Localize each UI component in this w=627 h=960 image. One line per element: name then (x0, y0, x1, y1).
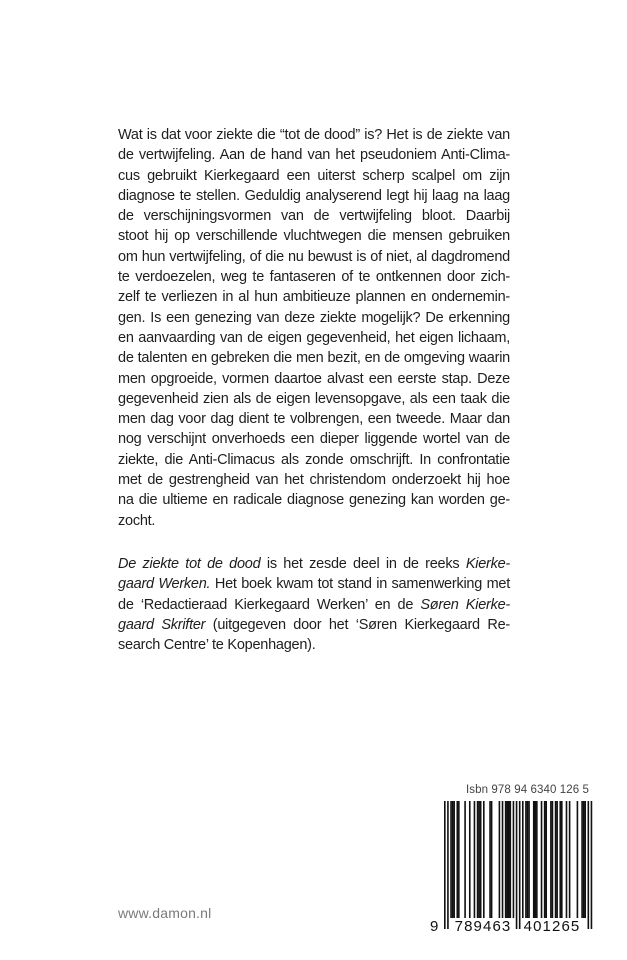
barcode-bar (478, 801, 480, 918)
text-line: te verdoezelen, weg te fantaseren of te ontkennen door zich- (118, 269, 510, 286)
text-line: met de gestrengheid van het christendom onderzoekt hij hoe (118, 472, 510, 489)
barcode-digits (430, 918, 595, 934)
barcode-bar (480, 801, 482, 918)
text-line: cus gebruikt Kierkegaard een uiterst scherp scalpel om zijn (118, 167, 510, 184)
text-line: gegevenheid zien als de eigen levensopgave, als een taak die (118, 390, 510, 407)
text-line: ziekte, die Anti-Climacus als zonde omschrijft. In confrontatie (118, 451, 510, 468)
barcode-bar (588, 801, 590, 929)
publisher-website: www.damon.nl (118, 905, 212, 921)
barcode-first-digit: 9 (430, 918, 439, 935)
text-line: zocht. (118, 512, 156, 529)
barcode-bar (506, 801, 508, 918)
barcode-bar (519, 801, 521, 929)
text-fragment: (uitgegeven door het ‘Søren Kierkegaard Re- (205, 616, 510, 633)
isbn-label: Isbn 978 94 6340 126 5 (466, 784, 590, 796)
barcode-bar (566, 801, 568, 918)
barcode-bar (550, 801, 552, 918)
text-line: nog verschijnt onverhoeds een dieper liggende wortel van de (118, 431, 510, 448)
barcode-bar (527, 801, 529, 918)
barcode-bar (541, 801, 543, 918)
barcode-bar (458, 801, 460, 918)
barcode-bar (533, 801, 535, 918)
text-line: men opgroeide, vormen daartoe alvast een eerste stap. Deze (118, 370, 510, 387)
barcode-bar (536, 801, 538, 918)
text-line: men dag voor dag dient te volbrengen, een tweede. Maar dan (118, 411, 510, 428)
barcode-bar (453, 801, 455, 918)
text-line: na die ultieme en radicale diagnose genezing kan worden ge- (118, 492, 510, 509)
series-title: De ziekte tot de dood (118, 555, 261, 572)
isbn-barcode (430, 801, 595, 935)
blurb-paragraph-1 (118, 125, 510, 531)
text-line: om hun vertwijfeling, of die nu bewust is of niet, al dagdromend (118, 248, 510, 265)
text-line: gen. Is een genezing van deze ziekte mogelijk? De erkenning (118, 309, 510, 326)
barcode-bar (469, 801, 471, 918)
barcode-group-1: 789463 (454, 918, 512, 935)
series-name: Kierke- (465, 555, 510, 572)
barcode-bar (483, 801, 485, 918)
barcode-bar (561, 801, 563, 918)
text-fragment: Het boek kwam tot stand in samenwerking met (210, 576, 510, 593)
text-line (118, 554, 510, 574)
barcode-bar (552, 801, 554, 918)
barcode-bar (513, 801, 515, 918)
barcode-bar (544, 801, 546, 918)
barcode-bar (489, 801, 491, 918)
barcode-group-2: 401265 (523, 918, 581, 935)
barcode-bar (477, 801, 479, 918)
text-line: Wat is dat voor ziekte die “tot de dood” is? Het is de ziekte van (118, 127, 510, 143)
barcode-bar (456, 801, 458, 918)
barcode-bar (545, 801, 547, 918)
barcode-bar (577, 801, 579, 918)
barcode-bar (450, 801, 452, 918)
text-line: en aanvaarding van de eigen gegevenheid, het eigen lichaam, (118, 329, 510, 346)
barcode-bar (499, 801, 501, 918)
barcode-bar (591, 801, 593, 929)
barcode-bar (508, 801, 510, 918)
barcode-bar (581, 801, 583, 918)
text-line: de vertwijfeling. Aan de hand van het pseudoniem Anti-Clima- (118, 147, 510, 164)
barcode-bar (528, 801, 530, 918)
barcode-bar (534, 801, 536, 918)
text-fragment: de ‘Redactieraad Kierkegaard Werken’ en de (118, 596, 421, 613)
text-line: zelf te verliezen in al hun ambitieuze plannen en ondernemin- (118, 289, 510, 306)
barcode-bar (583, 801, 585, 918)
barcode-bar (474, 801, 476, 918)
barcode-bar (452, 801, 454, 918)
series-name: gaard Skrifter (118, 616, 206, 633)
barcode-bar (444, 801, 446, 929)
blurb-paragraph-2 (118, 554, 510, 655)
barcode-bar (584, 801, 586, 918)
text-line: de verschijningsvormen van de vertwijfeling bloot. Daarbij (118, 208, 510, 225)
text-line: stoot hij op verschillende vluchtwegen die mensen gebruiken (118, 228, 510, 245)
text-line: diagnose te stellen. Geduldig analyserend legt hij laag na laag (118, 187, 510, 204)
text-line: search Centre’ te Kopenhagen). (118, 637, 316, 654)
barcode-bar (464, 801, 466, 918)
barcode-bar (447, 801, 449, 929)
text-line (118, 574, 510, 594)
barcode-bar (555, 801, 557, 918)
barcode-bar (505, 801, 507, 918)
barcode-bar (510, 801, 512, 918)
text-fragment: is het zesde deel in de reeks (260, 555, 466, 572)
text-line (118, 615, 510, 635)
series-name: gaard Werken. (118, 576, 211, 593)
barcode-bar (556, 801, 558, 918)
barcode-bar (502, 801, 504, 918)
barcode-bar (516, 801, 518, 929)
text-line (118, 595, 510, 615)
blurb-text (118, 125, 510, 678)
barcode-bar (559, 801, 561, 918)
barcode-bar (525, 801, 527, 918)
series-name: Søren Kierke- (420, 596, 510, 613)
barcode-bar (491, 801, 493, 918)
barcode-bar (522, 801, 524, 918)
barcode-bars (430, 801, 595, 932)
barcode-bar (569, 801, 571, 918)
text-line: de talenten en gebreken die men bezit, en de omgeving waarin (118, 350, 510, 367)
